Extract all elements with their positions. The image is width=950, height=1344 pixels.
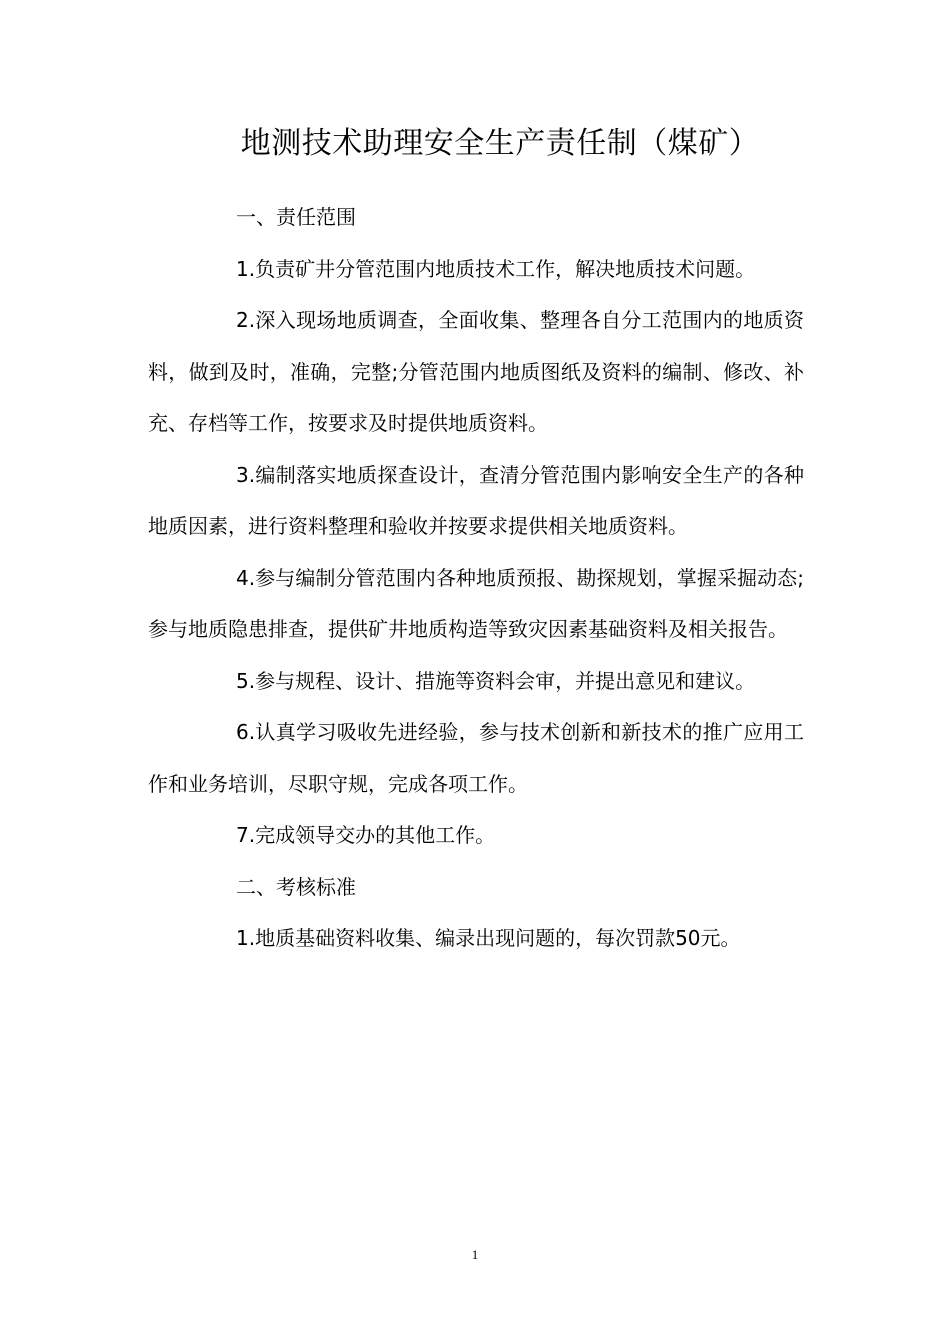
document-body	[148, 192, 804, 965]
responsibility-item-4: 4.参与编制分管范围内各种地质预报、勘探规划，掌握采掘动态;参与地质隐患排查，提供矿井地质构造等致灾因素基础资料及相关报告。	[148, 565, 804, 641]
section-heading-assessment-standard: 二、考核标准	[236, 874, 356, 899]
document-title: 地测技术助理安全生产责任制（煤矿）	[240, 126, 760, 161]
responsibility-item-6: 6.认真学习吸收先进经验，参与技术创新和新技术的推广应用工作和业务培训，尽职守规，完成各项工作。	[148, 720, 804, 796]
responsibility-item-7: 7.完成领导交办的其他工作。	[236, 823, 496, 847]
assessment-item-1: 1.地质基础资料收集、编录出现问题的，每次罚款50元。	[236, 926, 741, 950]
responsibility-item-3: 3.编制落实地质探查设计，查清分管范围内影响安全生产的各种地质因素，进行资料整理和验收并按要求提供相关地质资料。	[148, 462, 804, 538]
responsibility-item-2: 2.深入现场地质调查，全面收集、整理各自分工范围内的地质资料，做到及时，准确，完整;分管范围内地质图纸及资料的编制、修改、补充、存档等工作，按要求及时提供地质资料。	[148, 308, 804, 435]
responsibility-item-5: 5.参与规程、设计、措施等资料会审，并提出意见和建议。	[236, 668, 756, 693]
page-number: 1	[471, 1247, 479, 1262]
section-heading-responsibility-scope: 一、责任范围	[236, 205, 356, 229]
responsibility-item-1: 1.负责矿井分管范围内地质技术工作，解决地质技术问题。	[236, 256, 756, 281]
